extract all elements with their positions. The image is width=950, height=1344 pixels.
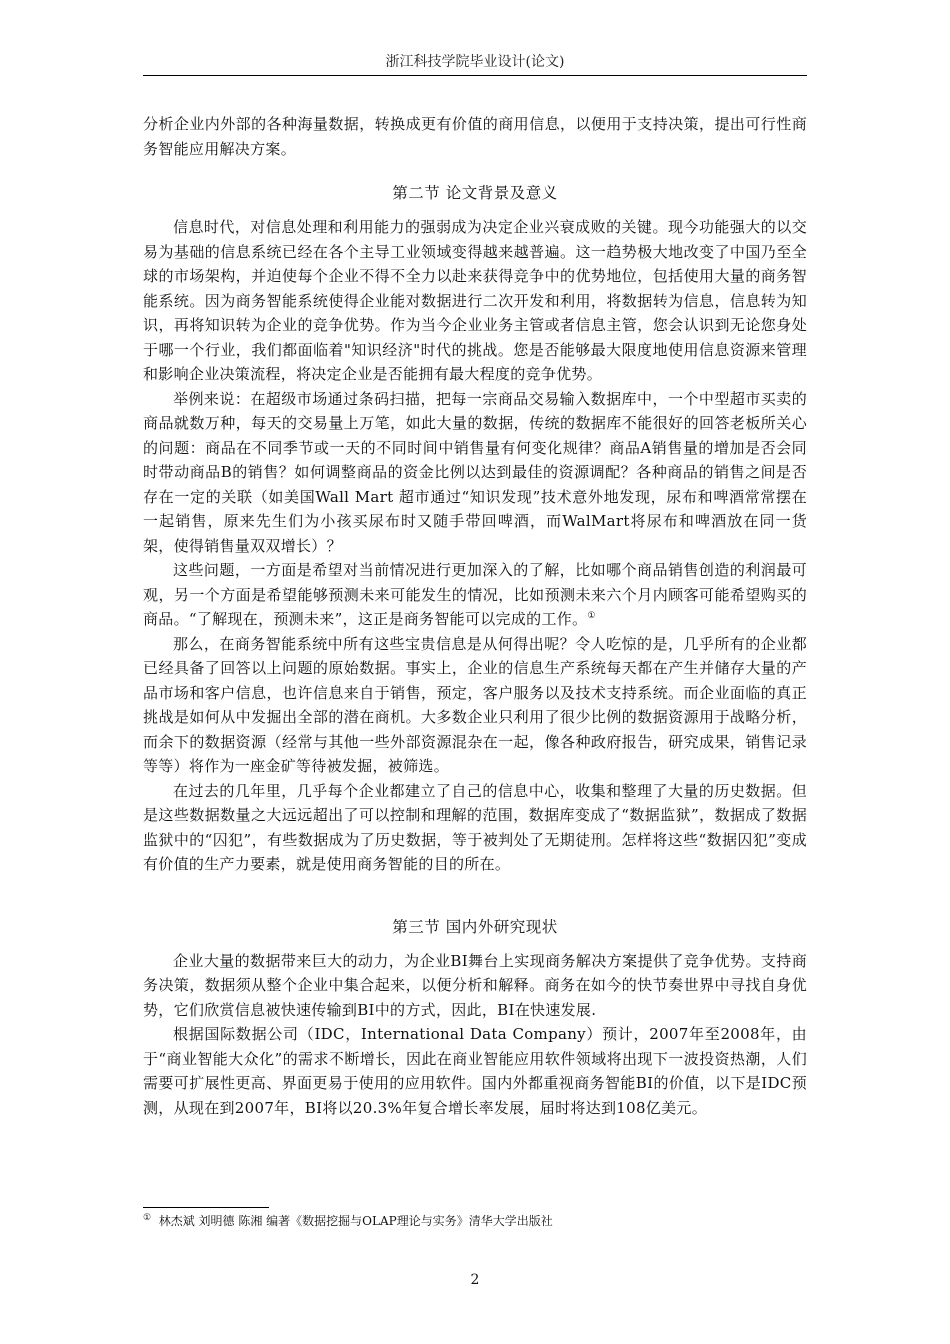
footnote-marker: ① (143, 1213, 152, 1223)
section-2-paragraph-1: 信息时代，对信息处理和利用能力的强弱成为决定企业兴衰成败的关键。现今功能强大的以交易为基础的信息系统已经在各个主导工业领域变得越来越普遍。这一趋势极大地改变了中国乃至全球的市场架构，并迫使每个企业不得不全力以赴来获得竞争中的优势地位，包括使用大量的商务智能系统。因为商务智能系统使得企业能对数据进行二次开发和利用，将数据转为信息，信息转为知识，再将知识转为企业的竞争优势。作为当今企业业务主管或者信息主管，您会认识到无论您身处于哪一个行业，我们都面临着"知识经济"时代的挑战。您是否能够最大限度地使用信息资源来管理和影响企业决策流程，将决定企业是否能拥有最大程度的竞争优势。 (143, 218, 807, 383)
section-2-title: 第二节 论文背景及意义 (392, 184, 558, 202)
page-number: 2 (470, 1272, 480, 1288)
section-2-paragraph-2: 举例来说：在超级市场通过条码扫描，把每一宗商品交易输入数据库中，一个中型超市买卖的商品就数万种，每天的交易量上万笔，如此大量的数据，传统的数据库不能很好的回答老板所关心的问题：商品在不同季节或一天的不同时间中销售量有何变化规律？商品A销售量的增加是否会同时带动商品B的销售？如何调整商品的资金比例以达到最佳的资源调配？各种商品的销售之间是否存在一定的关联（如美国Wall Mart 超市通过“知识发现”技术意外地发现，尿布和啤酒常常摆在一起销售，原来先生们为小孩买尿布时又随手带回啤酒，而WalMart将尿布和啤酒放在同一货架，使得销售量双双增长）？ (143, 389, 807, 555)
footnote (143, 1212, 807, 1230)
footnote-rule (143, 1207, 269, 1208)
section-3-title: 第三节 国内外研究现状 (392, 917, 558, 936)
intro-paragraph: 分析企业内外部的各种海量数据，转换成更有价值的商用信息，以便用于支持决策，提出可行性商务智能应用解决方案。 (143, 115, 807, 158)
section-2-paragraph-3-text: 这些问题，一方面是希望对当前情况进行更加深入的了解，比如哪个商品销售创造的利润最可观，另一个方面是希望能够预测未来可能发生的情况，比如预测未来六个月内顾客可能希望购买的商品。“了解现在，预测未来”，这正是商务智能可以完成的工作。 (143, 561, 807, 628)
page-content (143, 112, 807, 1120)
section-3-paragraph-1: 企业大量的数据带来巨大的动力，为企业BI舞台上实现商务解决方案提供了竞争优势。支持商务决策，数据须从整个企业中集合起来，以便分析和解释。商务在如今的快节奏世界中寻找自身优势，它们欣赏信息被快速传输到BI中的方式，因此，BI在快速发展. (143, 951, 807, 1019)
section-3-paragraph-2: 根据国际数据公司（IDC，International Data Company）预计，2007年至2008年，由于“商业智能大众化”的需求不断增长，因此在商业智能应用软件领域将出现下一波投资热潮，人们需要可扩展性更高、界面更易于使用的应用软件。国内外都重视商务智能BI的价值，以下是IDC预测，从现在到2007年，BI将以20.3%年复合增长率发展，届时将达到108亿美元。 (143, 1025, 807, 1117)
section-2-paragraph-3 (143, 558, 807, 632)
footnote-text: 林杰斌 刘明德 陈湘 编著《数据挖掘与OLAP理论与实务》清华大学出版社 (158, 1214, 553, 1228)
section-2-paragraph-5: 在过去的几年里，几乎每个企业都建立了自己的信息中心，收集和整理了大量的历史数据。但是这些数据数量之大远远超出了可以控制和理解的范围，数据库变成了“数据监狱”，数据成了数据监狱中的“囚犯”，有些数据成为了历史数据，等于被判处了无期徒刑。怎样将这些“数据囚犯”变成有价值的生产力要素，就是使用商务智能的目的所在。 (143, 781, 807, 873)
header-rule (143, 75, 807, 76)
page-header: 浙江科技学院毕业设计(论文) (385, 54, 565, 70)
section-2-paragraph-4: 那么，在商务智能系统中所有这些宝贵信息是从何得出呢？令人吃惊的是，几乎所有的企业都已经具备了回答以上问题的原始数据。事实上，企业的信息生产系统每天都在产生并储存大量的产品市场和客户信息，也许信息来自于销售，预定，客户服务以及技术支持系统。而企业面临的真正挑战是如何从中发掘出全部的潜在商机。大多数企业只利用了很少比例的数据资源用于战略分析，而余下的数据资源（经常与其他一些外部资源混杂在一起，像各种政府报告，研究成果，销售记录等等）将作为一座金矿等待被发掘，被筛选。 (143, 634, 807, 775)
footnote-reference[interactable]: ① (587, 611, 596, 621)
